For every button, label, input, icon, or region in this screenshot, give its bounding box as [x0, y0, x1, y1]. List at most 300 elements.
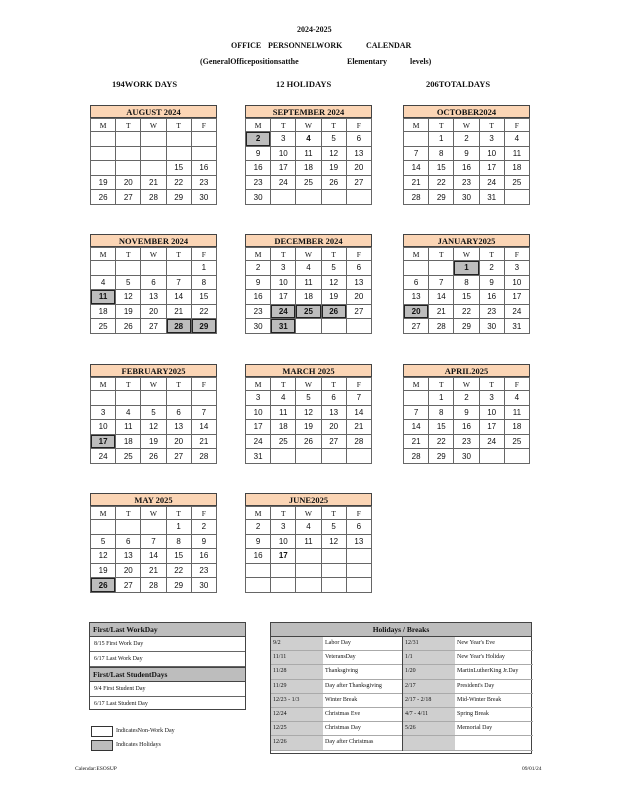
day-cell: 31	[271, 319, 296, 334]
day-cell	[271, 578, 296, 593]
holiday-name: Thanksgiving	[325, 668, 358, 675]
week-row	[404, 175, 530, 190]
weekday-header: T	[116, 507, 141, 520]
holiday-name: Day after Christmas	[325, 739, 374, 746]
weekday-header: F	[346, 119, 371, 132]
day-cell	[321, 449, 346, 464]
day-cell	[116, 261, 141, 276]
week-row	[246, 190, 372, 205]
week-row	[246, 319, 372, 334]
day-cell: 6	[166, 405, 191, 420]
weekday-header: T	[271, 248, 296, 261]
day-cell: 25	[91, 319, 116, 334]
month-grid	[90, 506, 217, 593]
weekday-header: F	[191, 378, 216, 391]
week-row	[91, 161, 217, 176]
day-cell: 6	[404, 275, 429, 290]
day-cell	[116, 391, 141, 406]
weekday-header: M	[246, 248, 271, 261]
weekday-header: T	[271, 507, 296, 520]
day-cell: 5	[321, 261, 346, 276]
holiday-name: Christmas Eve	[325, 710, 361, 717]
day-cell: 15	[429, 420, 454, 435]
holiday-row	[271, 722, 402, 736]
day-cell	[116, 161, 141, 176]
week-row	[91, 319, 217, 334]
holiday-date: 12/25	[271, 722, 323, 735]
day-cell: 23	[191, 563, 216, 578]
week-row	[91, 434, 217, 449]
month-calendar	[90, 493, 217, 593]
day-cell: 9	[246, 534, 271, 549]
day-cell: 23	[479, 304, 504, 319]
month-title: JANUARY2025	[403, 234, 530, 247]
holiday-row	[403, 651, 533, 665]
day-cell: 12	[321, 146, 346, 161]
footer-calendar-id: Calendar:ESOSUP	[75, 766, 117, 772]
week-row	[91, 405, 217, 420]
day-cell: 12	[321, 275, 346, 290]
weekday-header: F	[191, 248, 216, 261]
holiday-row	[403, 694, 533, 708]
day-cell: 28	[404, 449, 429, 464]
day-cell: 27	[321, 434, 346, 449]
day-cell: 2	[246, 261, 271, 276]
day-cell: 19	[91, 175, 116, 190]
holiday-row	[271, 736, 402, 750]
weekday-header: T	[166, 378, 191, 391]
day-cell: 26	[91, 578, 116, 593]
day-cell: 21	[141, 563, 166, 578]
week-row	[404, 161, 530, 176]
weekday-header: W	[296, 119, 321, 132]
week-row	[246, 449, 372, 464]
week-row	[404, 391, 530, 406]
day-cell	[479, 449, 504, 464]
holiday-row	[403, 680, 533, 694]
month-calendar	[403, 234, 530, 334]
legend-holidays-label: Indicates Holidays	[116, 742, 161, 748]
week-row	[404, 434, 530, 449]
day-cell	[404, 132, 429, 147]
day-cell: 27	[141, 319, 166, 334]
day-cell: 21	[346, 420, 371, 435]
weekday-header: W	[454, 119, 479, 132]
day-cell: 4	[91, 275, 116, 290]
day-cell: 24	[271, 304, 296, 319]
day-cell: 31	[246, 449, 271, 464]
first-work-day: 8/15 First Work Day	[90, 637, 245, 652]
day-cell: 21	[141, 175, 166, 190]
month-grid	[403, 118, 530, 205]
holiday-name: New Year's Holiday	[457, 654, 505, 661]
day-cell	[346, 563, 371, 578]
day-cell	[296, 563, 321, 578]
weekday-header: T	[429, 378, 454, 391]
holiday-row	[271, 665, 402, 679]
week-row	[91, 520, 217, 535]
day-cell: 27	[166, 449, 191, 464]
day-cell	[504, 190, 529, 205]
day-cell	[404, 261, 429, 276]
day-cell: 22	[166, 175, 191, 190]
day-cell: 17	[504, 290, 529, 305]
holiday-swatch	[91, 740, 113, 751]
holiday-date: 1/1	[403, 651, 455, 664]
holiday-name: New Year's Eve	[457, 640, 495, 646]
day-cell: 23	[191, 175, 216, 190]
day-cell	[321, 563, 346, 578]
day-cell: 20	[404, 304, 429, 319]
weekday-header: W	[141, 507, 166, 520]
day-cell: 20	[166, 434, 191, 449]
weekday-header: M	[246, 378, 271, 391]
holiday-row	[271, 694, 402, 708]
weekday-header: F	[346, 248, 371, 261]
weekday-header: F	[191, 507, 216, 520]
total-days-count: 206TOTALDAYS	[426, 79, 491, 89]
day-cell: 13	[321, 405, 346, 420]
day-cell: 9	[191, 534, 216, 549]
month-calendar	[403, 105, 530, 205]
day-cell	[191, 146, 216, 161]
day-cell: 20	[346, 290, 371, 305]
day-cell: 5	[91, 534, 116, 549]
week-row	[404, 405, 530, 420]
day-cell	[296, 549, 321, 564]
day-cell: 16	[246, 549, 271, 564]
month-grid	[403, 377, 530, 464]
week-row	[404, 449, 530, 464]
day-cell: 2	[246, 132, 271, 147]
day-cell: 11	[271, 405, 296, 420]
holiday-name: VeteransDay	[325, 654, 356, 661]
day-cell: 16	[479, 290, 504, 305]
day-cell: 5	[321, 132, 346, 147]
weekday-header: M	[91, 507, 116, 520]
day-cell: 25	[504, 175, 529, 190]
month-grid	[403, 247, 530, 334]
day-cell: 17	[479, 161, 504, 176]
subtitle-elementary: Elementary	[347, 57, 387, 66]
weekday-header: M	[91, 248, 116, 261]
day-cell: 16	[246, 290, 271, 305]
day-cell	[91, 146, 116, 161]
day-cell: 13	[346, 275, 371, 290]
weekday-header: T	[271, 119, 296, 132]
day-cell: 11	[116, 420, 141, 435]
day-cell: 2	[246, 520, 271, 535]
weekday-header: F	[191, 119, 216, 132]
day-cell: 24	[246, 434, 271, 449]
day-cell: 18	[504, 161, 529, 176]
holidays-breaks-box	[270, 622, 532, 754]
day-cell: 16	[191, 161, 216, 176]
week-row	[246, 563, 372, 578]
holiday-date	[403, 736, 455, 749]
month-calendar	[90, 364, 217, 464]
weekday-header: T	[479, 119, 504, 132]
month-title: AUGUST 2024	[90, 105, 217, 118]
holiday-name: President's Day	[457, 682, 495, 689]
day-cell: 24	[479, 175, 504, 190]
day-cell: 10	[91, 420, 116, 435]
weekday-header: W	[296, 507, 321, 520]
day-cell: 13	[404, 290, 429, 305]
day-cell: 18	[116, 434, 141, 449]
day-cell: 3	[479, 132, 504, 147]
week-row	[91, 290, 217, 305]
day-cell: 1	[454, 261, 479, 276]
week-row	[246, 391, 372, 406]
month-calendar	[90, 105, 217, 205]
month-grid	[90, 247, 217, 334]
month-title: APRIL2025	[403, 364, 530, 377]
weekday-header: M	[91, 378, 116, 391]
day-cell: 19	[321, 290, 346, 305]
week-row	[404, 290, 530, 305]
week-row	[91, 449, 217, 464]
holiday-date: 11/11	[271, 651, 323, 664]
day-cell	[321, 578, 346, 593]
week-row	[91, 420, 217, 435]
month-title: DECEMBER 2024	[245, 234, 372, 247]
day-cell: 28	[191, 449, 216, 464]
last-student-day: 6/17 Last Student Day	[94, 701, 148, 707]
day-cell: 1	[429, 132, 454, 147]
day-cell	[346, 449, 371, 464]
holiday-name: Christmas Day	[325, 725, 361, 732]
day-cell: 15	[166, 549, 191, 564]
day-cell: 23	[454, 434, 479, 449]
day-cell	[141, 261, 166, 276]
weekday-header: W	[141, 119, 166, 132]
week-row	[246, 175, 372, 190]
weekday-header: M	[246, 119, 271, 132]
day-cell: 16	[191, 549, 216, 564]
month-title: FEBRUARY2025	[90, 364, 217, 377]
month-grid	[90, 377, 217, 464]
day-cell: 26	[321, 175, 346, 190]
day-cell: 6	[116, 534, 141, 549]
day-cell: 19	[296, 420, 321, 435]
day-cell: 19	[321, 161, 346, 176]
day-cell: 30	[191, 578, 216, 593]
day-cell: 23	[246, 175, 271, 190]
day-cell: 25	[271, 434, 296, 449]
weekday-header: M	[91, 119, 116, 132]
day-cell: 10	[504, 275, 529, 290]
day-cell: 9	[246, 146, 271, 161]
holidays-breaks-title: Holidays / Breaks	[271, 623, 531, 637]
day-cell	[296, 319, 321, 334]
day-cell: 20	[141, 304, 166, 319]
week-row	[91, 275, 217, 290]
holiday-row	[403, 722, 533, 736]
day-cell: 17	[246, 420, 271, 435]
day-cell: 16	[246, 161, 271, 176]
day-cell: 13	[166, 420, 191, 435]
day-cell: 12	[116, 290, 141, 305]
week-row	[246, 420, 372, 435]
holiday-name: Day after Thanksgiving	[325, 682, 382, 689]
day-cell: 8	[454, 275, 479, 290]
holiday-row	[271, 651, 402, 665]
week-row	[404, 132, 530, 147]
day-cell: 15	[429, 161, 454, 176]
month-title: NOVEMBER 2024	[90, 234, 217, 247]
day-cell: 18	[296, 290, 321, 305]
day-cell: 29	[166, 190, 191, 205]
day-cell: 19	[141, 434, 166, 449]
holiday-date: 4/7 - 4/11	[403, 708, 455, 721]
week-row	[404, 190, 530, 205]
day-cell	[91, 161, 116, 176]
day-cell: 7	[346, 391, 371, 406]
day-cell	[141, 391, 166, 406]
month-grid	[245, 247, 372, 334]
weekday-header: T	[429, 248, 454, 261]
holiday-name: Spring Break	[457, 710, 489, 717]
week-row	[91, 175, 217, 190]
day-cell	[191, 391, 216, 406]
day-cell: 24	[91, 449, 116, 464]
footer-date: 09/01/24	[522, 766, 542, 772]
day-cell	[191, 132, 216, 147]
day-cell: 2	[191, 520, 216, 535]
day-cell: 4	[296, 132, 321, 147]
week-row	[91, 563, 217, 578]
holiday-name: Winter Break	[325, 696, 358, 703]
day-cell	[166, 146, 191, 161]
day-cell: 16	[454, 420, 479, 435]
day-cell	[271, 563, 296, 578]
day-cell: 13	[346, 146, 371, 161]
day-cell: 9	[246, 275, 271, 290]
day-cell	[141, 132, 166, 147]
last-work-day: 6/17 Last Work Day	[90, 652, 245, 667]
title-calendar: CALENDAR	[366, 41, 412, 50]
day-cell: 27	[346, 175, 371, 190]
day-cell: 12	[321, 534, 346, 549]
weekday-header: T	[271, 378, 296, 391]
holiday-name: Mid-Winter Break	[457, 696, 502, 703]
weekday-header: F	[346, 378, 371, 391]
day-cell	[404, 391, 429, 406]
day-cell: 29	[429, 190, 454, 205]
holiday-date: 9/2	[271, 637, 323, 650]
holiday-date: 12/23 - 1/3	[271, 694, 323, 707]
day-cell	[166, 391, 191, 406]
holiday-date: 5/26	[403, 722, 455, 735]
day-cell: 24	[271, 175, 296, 190]
week-row	[246, 290, 372, 305]
day-cell	[321, 549, 346, 564]
day-cell	[271, 190, 296, 205]
day-cell: 28	[141, 578, 166, 593]
holiday-row	[403, 736, 533, 750]
breaks-right-column	[403, 637, 533, 751]
day-cell: 3	[479, 391, 504, 406]
title-personnel: PERSONNELWORK	[268, 41, 343, 50]
day-cell: 5	[321, 520, 346, 535]
holiday-name	[455, 736, 533, 749]
holiday-date: 2/17 - 2/18	[403, 694, 455, 707]
holiday-date: 11/28	[271, 665, 323, 678]
day-cell: 3	[271, 520, 296, 535]
day-cell: 25	[296, 175, 321, 190]
day-cell: 25	[504, 434, 529, 449]
day-cell: 23	[454, 175, 479, 190]
week-row	[91, 534, 217, 549]
week-row	[246, 304, 372, 319]
day-cell: 10	[271, 146, 296, 161]
day-cell: 14	[404, 420, 429, 435]
day-cell: 19	[116, 304, 141, 319]
day-cell: 8	[191, 275, 216, 290]
weekday-header: W	[296, 248, 321, 261]
month-grid	[90, 118, 217, 205]
day-cell: 12	[141, 420, 166, 435]
day-cell: 21	[166, 304, 191, 319]
day-cell: 15	[191, 290, 216, 305]
day-cell: 11	[504, 405, 529, 420]
day-cell	[91, 261, 116, 276]
day-cell: 25	[116, 449, 141, 464]
week-row	[91, 304, 217, 319]
subtitle-levels: levels)	[410, 57, 432, 66]
calendar-year: 2024-2025	[297, 25, 332, 34]
day-cell	[346, 549, 371, 564]
week-row	[91, 391, 217, 406]
breaks-left-column	[271, 637, 403, 751]
day-cell: 17	[271, 549, 296, 564]
day-cell: 11	[296, 146, 321, 161]
weekday-header: W	[141, 378, 166, 391]
day-cell: 18	[504, 420, 529, 435]
first-last-work-title: First/Last WorkDay	[90, 623, 245, 637]
day-cell	[271, 449, 296, 464]
day-cell: 28	[346, 434, 371, 449]
weekday-header: T	[321, 248, 346, 261]
day-cell	[116, 146, 141, 161]
day-cell	[91, 391, 116, 406]
day-cell: 8	[429, 405, 454, 420]
weekday-header: T	[479, 248, 504, 261]
week-row	[246, 275, 372, 290]
day-cell: 26	[321, 304, 346, 319]
day-cell: 22	[191, 304, 216, 319]
weekday-header: F	[504, 248, 529, 261]
nonwork-swatch	[91, 726, 113, 737]
day-cell: 31	[504, 319, 529, 334]
day-cell: 10	[271, 534, 296, 549]
month-calendar	[245, 493, 372, 593]
day-cell: 29	[191, 319, 216, 334]
day-cell: 26	[116, 319, 141, 334]
day-cell: 2	[454, 391, 479, 406]
day-cell: 2	[479, 261, 504, 276]
day-cell: 30	[246, 319, 271, 334]
month-title: SEPTEMBER 2024	[245, 105, 372, 118]
day-cell	[91, 520, 116, 535]
day-cell: 26	[141, 449, 166, 464]
first-student-day: 9/4 First Student Day	[90, 682, 245, 697]
day-cell	[246, 578, 271, 593]
day-cell: 14	[166, 290, 191, 305]
day-cell: 24	[479, 434, 504, 449]
week-row	[246, 434, 372, 449]
